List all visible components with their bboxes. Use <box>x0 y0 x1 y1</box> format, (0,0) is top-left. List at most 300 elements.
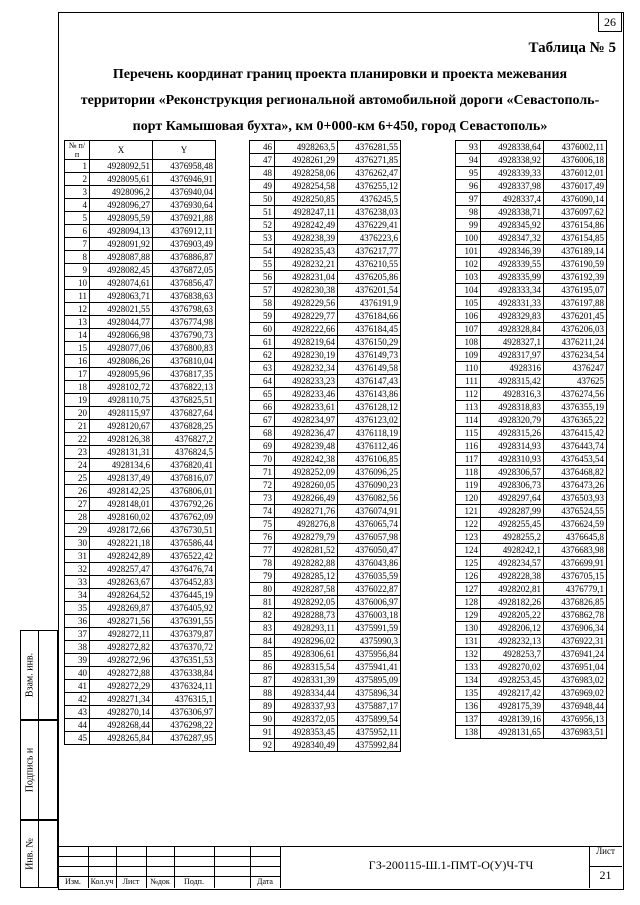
cell-y: 4376043,86 <box>338 557 401 570</box>
table-row <box>250 531 401 544</box>
cell-x: 4928338,64 <box>481 141 544 154</box>
cell-x: 4928172,66 <box>90 524 153 537</box>
cell-number: 6 <box>65 225 90 238</box>
cell-y: 4376922,31 <box>544 635 607 648</box>
table-row <box>456 713 607 726</box>
cell-y: 4375941,41 <box>338 661 401 674</box>
cell-y: 4376355,19 <box>544 401 607 414</box>
cell-y: 4376298,22 <box>153 719 216 732</box>
cell-number: 46 <box>250 141 275 154</box>
cell-number: 39 <box>65 654 90 667</box>
cell-x: 4928282,88 <box>275 557 338 570</box>
cell-y: 4376184,45 <box>338 323 401 336</box>
table-row <box>65 472 216 485</box>
table-row <box>456 557 607 570</box>
cell-x: 4928272,11 <box>90 628 153 641</box>
cell-y: 4376201,45 <box>544 310 607 323</box>
cell-y: 4376683,98 <box>544 544 607 557</box>
cell-y: 4376391,55 <box>153 615 216 628</box>
cell-y: 4376184,66 <box>338 310 401 323</box>
cell-number: 20 <box>65 407 90 420</box>
cell-x: 4928250,85 <box>275 193 338 206</box>
table-row <box>65 238 216 251</box>
cell-x: 4928263,5 <box>275 141 338 154</box>
cell-x: 4928292,05 <box>275 596 338 609</box>
cell-number: 87 <box>250 674 275 687</box>
table-row <box>65 381 216 394</box>
cell-y: 4376149,58 <box>338 362 401 375</box>
cell-number: 11 <box>65 290 90 303</box>
cell-number: 4 <box>65 199 90 212</box>
cell-number: 26 <box>65 485 90 498</box>
cell-y: 4375992,84 <box>338 739 401 752</box>
cell-x: 4928077,06 <box>90 342 153 355</box>
table-row <box>250 479 401 492</box>
table-row <box>456 193 607 206</box>
cell-y: 4376983,02 <box>544 674 607 687</box>
cell-number: 92 <box>250 739 275 752</box>
cell-x: 4928316,3 <box>481 388 544 401</box>
cell-number: 52 <box>250 219 275 232</box>
cell-y: 4376238,03 <box>338 206 401 219</box>
cell-number: 24 <box>65 459 90 472</box>
cell-x: 4928131,31 <box>90 446 153 459</box>
table-row <box>456 635 607 648</box>
cell-number: 31 <box>65 550 90 563</box>
cell-y: 4376006,18 <box>544 154 607 167</box>
cell-x: 4928329,83 <box>481 310 544 323</box>
cell-number: 131 <box>456 635 481 648</box>
cell-y: 4376338,84 <box>153 667 216 680</box>
cell-y: 4376969,02 <box>544 687 607 700</box>
cell-y: 4376217,77 <box>338 245 401 258</box>
cell-x: 4928271,34 <box>90 693 153 706</box>
cell-number: 138 <box>456 726 481 739</box>
cell-y: 4376810,04 <box>153 355 216 368</box>
cell-x: 4928372,05 <box>275 713 338 726</box>
table-row <box>65 394 216 407</box>
cell-number: 55 <box>250 258 275 271</box>
cell-y: 4376827,2 <box>153 433 216 446</box>
cell-y: 4376503,93 <box>544 492 607 505</box>
cell-y: 4376443,74 <box>544 440 607 453</box>
cell-number: 106 <box>456 310 481 323</box>
cell-x: 4928315,42 <box>481 375 544 388</box>
cell-y: 4376941,24 <box>544 648 607 661</box>
cell-y: 4376586,44 <box>153 537 216 550</box>
cell-x: 4928175,39 <box>481 700 544 713</box>
cell-y: 4376191,9 <box>338 297 401 310</box>
cell-number: 45 <box>65 732 90 745</box>
table-row <box>456 583 607 596</box>
document-code: ГЗ-200115-Ш.1-ПМТ-О(У)Ч-ТЧ <box>368 858 534 872</box>
cell-y: 4376143,86 <box>338 388 401 401</box>
cell-number: 117 <box>456 453 481 466</box>
table-row <box>250 466 401 479</box>
cell-number: 114 <box>456 414 481 427</box>
cell-y: 4376838,63 <box>153 290 216 303</box>
table-row <box>65 199 216 212</box>
cell-number: 58 <box>250 297 275 310</box>
cell-y: 4376150,29 <box>338 336 401 349</box>
cell-x: 4928318,83 <box>481 401 544 414</box>
cell-number: 98 <box>456 206 481 219</box>
cell-x: 4928137,49 <box>90 472 153 485</box>
cell-y: 4376856,47 <box>153 277 216 290</box>
table-row <box>65 719 216 732</box>
table-row <box>65 173 216 186</box>
cell-x: 4928279,79 <box>275 531 338 544</box>
cell-x: 4928264,52 <box>90 589 153 602</box>
cell-x: 4928242,49 <box>275 219 338 232</box>
table-row <box>456 323 607 336</box>
table-row <box>65 602 216 615</box>
table-row <box>65 732 216 745</box>
cell-number: 110 <box>456 362 481 375</box>
cell-number: 81 <box>250 596 275 609</box>
cell-y: 4376956,13 <box>544 713 607 726</box>
cell-number: 105 <box>456 297 481 310</box>
cell-number: 83 <box>250 622 275 635</box>
cell-x: 4928353,45 <box>275 726 338 739</box>
cell-y: 4376774,98 <box>153 316 216 329</box>
cell-number: 102 <box>456 258 481 271</box>
table-row <box>65 316 216 329</box>
stamp-inv-label: Инв. № <box>24 838 35 870</box>
cell-number: 71 <box>250 466 275 479</box>
cell-x: 4928328,84 <box>481 323 544 336</box>
cell-number: 120 <box>456 492 481 505</box>
document-heading <box>62 62 618 140</box>
cell-x: 4928242,1 <box>481 544 544 557</box>
table-row <box>456 284 607 297</box>
cell-number: 21 <box>65 420 90 433</box>
cell-y: 4376211,24 <box>544 336 607 349</box>
cell-y: 4376827,64 <box>153 407 216 420</box>
cell-y: 4376862,78 <box>544 609 607 622</box>
cell-x: 4928229,77 <box>275 310 338 323</box>
table-row <box>250 661 401 674</box>
table-label: Таблица № 5 <box>528 40 616 56</box>
cell-y: 4376090,14 <box>544 193 607 206</box>
table-row <box>456 271 607 284</box>
cell-x: 4928253,45 <box>481 674 544 687</box>
cell-x: 4928021,55 <box>90 303 153 316</box>
cell-number: 9 <box>65 264 90 277</box>
table-row <box>456 336 607 349</box>
cell-number: 37 <box>65 628 90 641</box>
cell-y: 4376798,63 <box>153 303 216 316</box>
cell-x: 4928063,71 <box>90 290 153 303</box>
cell-y: 4376792,26 <box>153 498 216 511</box>
table-row <box>456 687 607 700</box>
cell-x: 4928235,43 <box>275 245 338 258</box>
cell-number: 119 <box>456 479 481 492</box>
cell-y: 4376524,55 <box>544 505 607 518</box>
table-row <box>65 576 216 589</box>
cell-x: 4928232,34 <box>275 362 338 375</box>
cell-number: 122 <box>456 518 481 531</box>
cell-x: 4928230,19 <box>275 349 338 362</box>
cell-y: 4376730,51 <box>153 524 216 537</box>
table-row <box>456 245 607 258</box>
cell-number: 50 <box>250 193 275 206</box>
cell-x: 4928142,25 <box>90 485 153 498</box>
table-row <box>250 648 401 661</box>
cell-number: 18 <box>65 381 90 394</box>
cell-x: 4928238,39 <box>275 232 338 245</box>
table-row <box>250 362 401 375</box>
cell-number: 86 <box>250 661 275 674</box>
cell-number: 84 <box>250 635 275 648</box>
table-row <box>250 258 401 271</box>
table-row <box>456 440 607 453</box>
cell-x: 4928087,88 <box>90 251 153 264</box>
cell-number: 17 <box>65 368 90 381</box>
table-row <box>456 622 607 635</box>
table-row <box>456 479 607 492</box>
cell-y: 4376065,74 <box>338 518 401 531</box>
cell-number: 51 <box>250 206 275 219</box>
cell-x: 4928233,23 <box>275 375 338 388</box>
cell-y: 4376948,44 <box>544 700 607 713</box>
table-row <box>65 524 216 537</box>
table-row <box>250 336 401 349</box>
table-row <box>250 440 401 453</box>
cell-x: 4928234,97 <box>275 414 338 427</box>
table-row <box>65 550 216 563</box>
cell-number: 33 <box>65 576 90 589</box>
table-row <box>456 674 607 687</box>
cell-number: 15 <box>65 342 90 355</box>
cell-y: 4376281,55 <box>338 141 401 154</box>
table-row <box>250 622 401 635</box>
cell-y: 4376082,56 <box>338 492 401 505</box>
cell-y: 4376453,54 <box>544 453 607 466</box>
table-row <box>250 557 401 570</box>
cell-number: 56 <box>250 271 275 284</box>
table-row <box>65 342 216 355</box>
cell-y: 4376274,56 <box>544 388 607 401</box>
cell-y: 4376828,25 <box>153 420 216 433</box>
table-row <box>250 570 401 583</box>
cell-y: 4376306,97 <box>153 706 216 719</box>
table-row <box>250 180 401 193</box>
table-row <box>65 420 216 433</box>
cell-number: 53 <box>250 232 275 245</box>
table-row <box>456 531 607 544</box>
cell-y: 4376645,8 <box>544 531 607 544</box>
table-row <box>65 667 216 680</box>
cell-y: 4376003,18 <box>338 609 401 622</box>
table-row <box>250 284 401 297</box>
cell-x: 4928296,02 <box>275 635 338 648</box>
cell-x: 4928229,56 <box>275 297 338 310</box>
cell-x: 4928293,11 <box>275 622 338 635</box>
table-row <box>65 160 216 173</box>
table-row <box>65 706 216 719</box>
cell-x: 4928096,27 <box>90 199 153 212</box>
cell-x: 4928254,58 <box>275 180 338 193</box>
cell-y: 4376983,51 <box>544 726 607 739</box>
cell-x: 4928160,02 <box>90 511 153 524</box>
cell-y: 4376035,59 <box>338 570 401 583</box>
table-row <box>250 583 401 596</box>
cell-number: 34 <box>65 589 90 602</box>
cell-number: 132 <box>456 648 481 661</box>
cell-y: 4375887,17 <box>338 700 401 713</box>
cell-x: 4928270,14 <box>90 706 153 719</box>
cell-y: 4376790,73 <box>153 329 216 342</box>
cell-y: 4376370,72 <box>153 641 216 654</box>
cell-number: 137 <box>456 713 481 726</box>
cell-x: 4928338,92 <box>481 154 544 167</box>
cell-y: 4376826,85 <box>544 596 607 609</box>
table-row <box>456 466 607 479</box>
cell-x: 4928228,38 <box>481 570 544 583</box>
cell-x: 4928285,12 <box>275 570 338 583</box>
cell-x: 4928316 <box>481 362 544 375</box>
cell-number: 66 <box>250 401 275 414</box>
cell-y: 4375899,54 <box>338 713 401 726</box>
table-row <box>65 511 216 524</box>
cell-number: 35 <box>65 602 90 615</box>
stamp-inv <box>20 820 58 888</box>
table-row <box>250 609 401 622</box>
cell-y: 4376123,02 <box>338 414 401 427</box>
cell-number: 23 <box>65 446 90 459</box>
cell-x: 4928272,29 <box>90 680 153 693</box>
cell-x: 4928333,34 <box>481 284 544 297</box>
table-row <box>65 225 216 238</box>
table-row <box>250 375 401 388</box>
cell-y: 4376189,14 <box>544 245 607 258</box>
cell-number: 63 <box>250 362 275 375</box>
table-row <box>250 271 401 284</box>
cell-y: 4376940,04 <box>153 186 216 199</box>
table-row <box>456 596 607 609</box>
cell-x: 4928306,61 <box>275 648 338 661</box>
cell-y: 4376050,47 <box>338 544 401 557</box>
table-row <box>456 206 607 219</box>
cell-x: 4928217,42 <box>481 687 544 700</box>
table-row <box>250 544 401 557</box>
stamp-podpis-label: Подпись и <box>24 747 35 793</box>
cell-x: 4928338,71 <box>481 206 544 219</box>
cell-number: 8 <box>65 251 90 264</box>
tb-header: №док <box>150 877 170 886</box>
cell-x: 4928335,99 <box>481 271 544 284</box>
table-row <box>65 485 216 498</box>
cell-x: 4928120,67 <box>90 420 153 433</box>
cell-x: 4928268,44 <box>90 719 153 732</box>
tb-header: Лист <box>122 877 140 886</box>
stamp-vzam-label: Взам. инв. <box>24 652 35 698</box>
sheet-number: 21 <box>599 868 612 882</box>
table-row <box>250 687 401 700</box>
cell-x: 4928074,61 <box>90 277 153 290</box>
table-row <box>250 245 401 258</box>
table-row <box>456 141 607 154</box>
heading-line: порт Камышовая бухта», км 0+000-км 6+450, город Севастополь» <box>132 119 548 134</box>
cell-y: 4376201,54 <box>338 284 401 297</box>
cell-x: 4928297,64 <box>481 492 544 505</box>
cell-number: 74 <box>250 505 275 518</box>
table-row <box>250 310 401 323</box>
cell-y: 4376872,05 <box>153 264 216 277</box>
cell-number: 79 <box>250 570 275 583</box>
table-row <box>456 297 607 310</box>
cell-y: 4376197,88 <box>544 297 607 310</box>
cell-x: 4928115,97 <box>90 407 153 420</box>
cell-number: 75 <box>250 518 275 531</box>
table-row <box>65 654 216 667</box>
cell-number: 78 <box>250 557 275 570</box>
cell-y: 4376223,6 <box>338 232 401 245</box>
table-row <box>250 427 401 440</box>
cell-y: 4376779,1 <box>544 583 607 596</box>
cell-y: 4376245,5 <box>338 193 401 206</box>
table-row <box>250 154 401 167</box>
cell-x: 4928091,92 <box>90 238 153 251</box>
table-row <box>456 310 607 323</box>
cell-x: 4928236,47 <box>275 427 338 440</box>
table-row <box>456 375 607 388</box>
cell-y: 4376205,86 <box>338 271 401 284</box>
cell-number: 113 <box>456 401 481 414</box>
cell-x: 4928233,46 <box>275 388 338 401</box>
cell-number: 94 <box>456 154 481 167</box>
table-row <box>65 277 216 290</box>
cell-number: 29 <box>65 524 90 537</box>
tb-header: Кол.уч <box>90 877 114 886</box>
cell-y: 4376951,04 <box>544 661 607 674</box>
cell-y: 4376903,49 <box>153 238 216 251</box>
coords-table-3 <box>455 140 607 739</box>
cell-number: 25 <box>65 472 90 485</box>
heading-line: Перечень координат границ проекта планировки и проекта межевания <box>112 67 568 82</box>
cell-x: 4928266,49 <box>275 492 338 505</box>
sheet-label: Лист <box>596 846 615 856</box>
cell-number: 99 <box>456 219 481 232</box>
table-row <box>456 258 607 271</box>
cell-number: 90 <box>250 713 275 726</box>
cell-y: 4376762,09 <box>153 511 216 524</box>
cell-number: 127 <box>456 583 481 596</box>
cell-x: 4928255,45 <box>481 518 544 531</box>
cell-y: 4376096,25 <box>338 466 401 479</box>
table-row <box>250 713 401 726</box>
cell-number: 100 <box>456 232 481 245</box>
cell-x: 4928086,26 <box>90 355 153 368</box>
cell-x: 4928270,02 <box>481 661 544 674</box>
cell-x: 4928231,04 <box>275 271 338 284</box>
cell-number: 80 <box>250 583 275 596</box>
cell-y: 4376234,54 <box>544 349 607 362</box>
cell-y: 4376057,98 <box>338 531 401 544</box>
cell-y: 4376190,59 <box>544 258 607 271</box>
cell-y: 4376405,92 <box>153 602 216 615</box>
cell-number: 112 <box>456 388 481 401</box>
cell-x: 4928339,33 <box>481 167 544 180</box>
cell-y: 4376074,91 <box>338 505 401 518</box>
table-row <box>250 518 401 531</box>
cell-x: 4928337,4 <box>481 193 544 206</box>
cell-number: 82 <box>250 609 275 622</box>
cell-x: 4928182,26 <box>481 596 544 609</box>
cell-number: 36 <box>65 615 90 628</box>
table-row <box>250 492 401 505</box>
